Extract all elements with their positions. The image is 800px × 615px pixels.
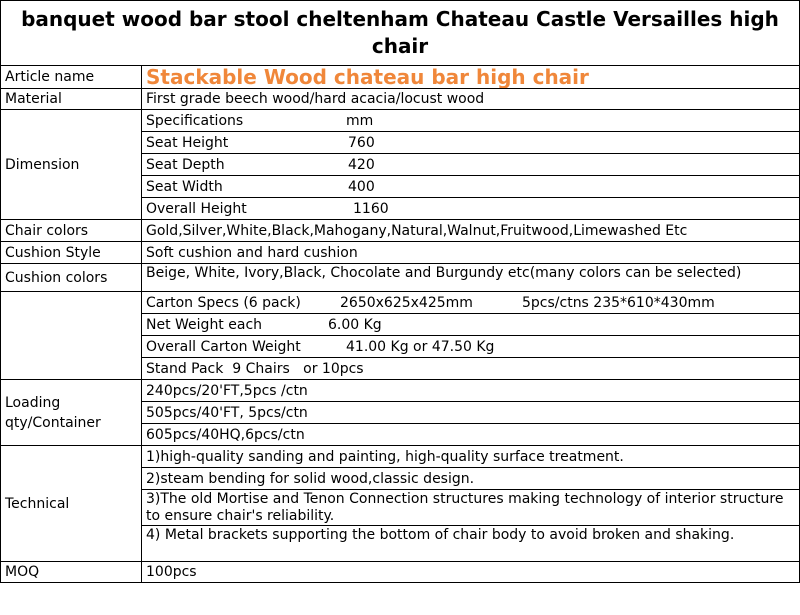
chair-colors-value: Gold,Silver,White,Black,Mahogany,Natural,Walnut,Fruitwood,Limewashed Etc <box>142 220 800 242</box>
material-row <box>1 89 800 110</box>
net-weight-value: 6.00 Kg <box>328 316 382 333</box>
dimension-value: 400 <box>348 178 375 195</box>
loading-row <box>1 380 800 402</box>
overall-weight <box>142 336 800 358</box>
carton-value: 2650x625x425mm <box>340 294 473 311</box>
overall-weight-value: 41.00 Kg or 47.50 Kg <box>346 338 495 355</box>
cushion-colors-label: Cushion colors <box>1 264 142 292</box>
dimension-name: Seat Depth <box>146 156 225 173</box>
technical-row <box>1 446 800 468</box>
cushion-style-row <box>1 242 800 264</box>
dimension-item <box>142 132 800 154</box>
loading-label: Loading qty/Container <box>1 380 142 446</box>
dimension-value: 420 <box>348 156 375 173</box>
title-row <box>1 1 800 66</box>
material-value: First grade beech wood/hard acacia/locust wood <box>142 89 800 110</box>
material-label: Material <box>1 89 142 110</box>
article-row <box>1 66 800 89</box>
cushion-colors-row <box>1 264 800 292</box>
sheet-title: banquet wood bar stool cheltenham Chateau Castle Versailles high chair <box>1 1 800 66</box>
technical-item: 4) Metal brackets supporting the bottom of chair body to avoid broken and shaking. <box>142 526 800 562</box>
net-weight-label: Net Weight each <box>146 316 263 333</box>
loading-item: 605pcs/40HQ,6pcs/ctn <box>142 424 800 446</box>
net-weight <box>142 314 800 336</box>
technical-item: 2)steam bending for solid wood,classic design. <box>142 468 800 490</box>
overall-weight-label: Overall Carton Weight <box>146 338 301 355</box>
loading-item: 240pcs/20'FT,5pcs /ctn <box>142 380 800 402</box>
dimension-name: Seat Height <box>146 134 229 151</box>
dimension-name: Overall Height <box>146 200 247 217</box>
carton-extra: 5pcs/ctns 235*610*430mm <box>522 294 715 311</box>
dimension-item <box>142 176 800 198</box>
carton-label: Carton Specs (6 pack) <box>146 294 301 311</box>
cushion-colors-value: Beige, White, Ivory,Black, Chocolate and Burgundy etc(many colors can be selected) <box>142 264 800 292</box>
packing-row <box>1 292 800 314</box>
chair-colors-label: Chair colors <box>1 220 142 242</box>
chair-colors-row <box>1 220 800 242</box>
dimension-item <box>142 110 800 132</box>
dimension-value: 760 <box>348 134 375 151</box>
dimension-item <box>142 198 800 220</box>
packing-label <box>1 292 142 380</box>
moq-label: MOQ <box>1 562 142 583</box>
article-value: Stackable Wood chateau bar high chair <box>142 66 800 89</box>
dimension-value: 1160 <box>353 200 389 217</box>
moq-row <box>1 562 800 583</box>
article-label: Article name <box>1 66 142 89</box>
technical-item: 3)The old Mortise and Tenon Connection structures making technology of interior structure to ensure chair's reliability. <box>142 490 800 526</box>
dimension-row <box>1 110 800 132</box>
cushion-style-label: Cushion Style <box>1 242 142 264</box>
moq-value: 100pcs <box>142 562 800 583</box>
dimension-name: Seat Width <box>146 178 223 195</box>
dimension-name: Specifications <box>146 112 244 129</box>
dimension-item <box>142 154 800 176</box>
loading-item: 505pcs/40'FT, 5pcs/ctn <box>142 402 800 424</box>
stand-pack: Stand Pack 9 Chairs or 10pcs <box>142 358 800 380</box>
carton-specs <box>142 292 800 314</box>
technical-item: 1)high-quality sanding and painting, high-quality surface treatment. <box>142 446 800 468</box>
technical-label: Technical <box>1 446 142 562</box>
dimension-value: mm <box>346 112 374 129</box>
dimension-label: Dimension <box>1 110 142 220</box>
cushion-style-value: Soft cushion and hard cushion <box>142 242 800 264</box>
